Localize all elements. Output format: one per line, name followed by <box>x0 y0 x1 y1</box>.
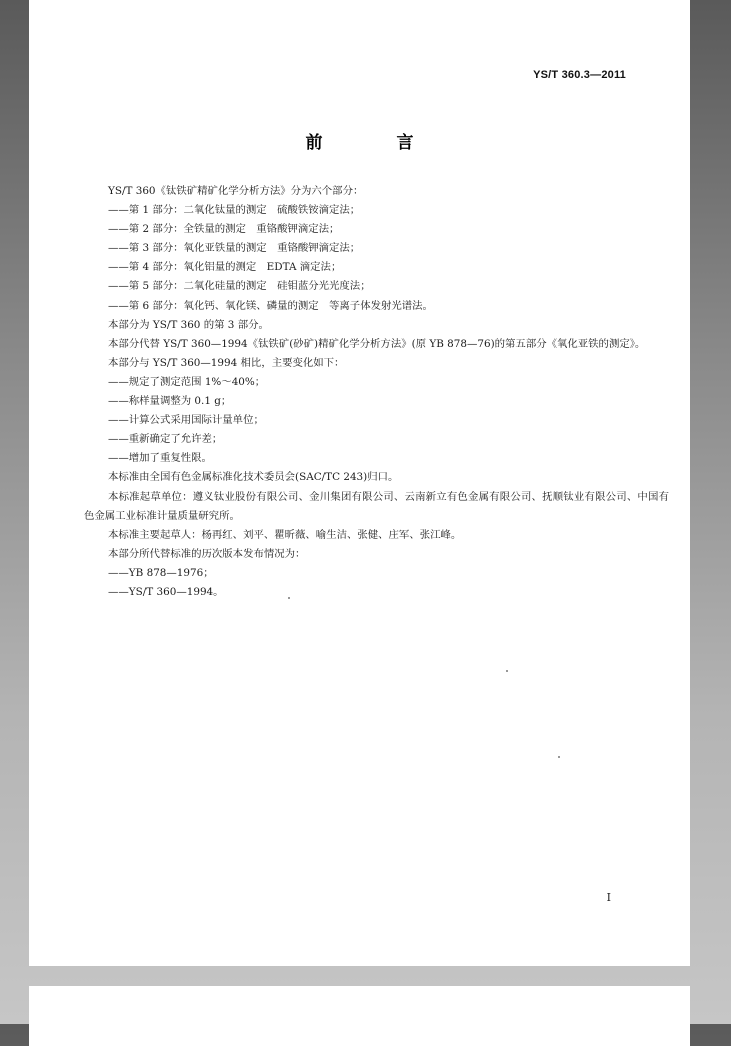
this-part-paragraph: 本部分为 YS/T 360 的第 3 部分。 <box>108 318 269 331</box>
foreword-body <box>84 182 669 602</box>
part-item: ——第 6 部分：氧化钙、氧化镁、磷量的测定 等离子体发射光谱法。 <box>108 299 433 312</box>
drafting-units-paragraph: 本标准起草单位：遵义钛业股份有限公司、金川集团有限公司、云南新立有色金属有限公司、抚顺钛业有限公司、中国有色金属工业标准计量质量研究所。 <box>84 490 669 522</box>
intro-paragraph: YS/T 360《钛铁矿精矿化学分析方法》分为六个部分： <box>108 185 364 197</box>
proposer-paragraph: 本标准由全国有色金属标准化技术委员会(SAC/TC 243)归口。 <box>108 471 399 484</box>
changes-intro: 本部分与 YS/T 360—1994 相比，主要变化如下： <box>108 356 345 369</box>
part-item: ——第 4 部分：氧化铝量的测定 EDTA 滴定法； <box>108 261 342 274</box>
standard-code: YS/T 360.3—2011 <box>533 69 626 81</box>
part-item: ——第 1 部分：二氧化钛量的测定 硫酸铁铵滴定法； <box>108 204 361 217</box>
history-item: ——YS/T 360—1994。 <box>108 585 224 598</box>
replaces-paragraph: 本部分代替 YS/T 360—1994《钛铁矿(砂矿)精矿化学分析方法》(原 YB 878—76)的第五部分《氧化亚铁的测定》。 <box>108 337 646 350</box>
part-item: ——第 5 部分：二氧化硅量的测定 硅钼蓝分光光度法； <box>108 280 371 293</box>
change-item: ——计算公式采用国际计量单位； <box>108 414 264 427</box>
history-intro: 本部分所代替标准的历次版本发布情况为： <box>108 547 306 560</box>
part-item: ——第 3 部分：氧化亚铁量的测定 重铬酸钾滴定法； <box>108 242 361 255</box>
scan-speck <box>288 597 290 599</box>
change-item: ——重新确定了允许差； <box>108 433 223 446</box>
part-item: ——第 2 部分：全铁量的测定 重铬酸钾滴定法； <box>108 223 340 236</box>
history-item: ——YB 878—1976； <box>108 566 214 579</box>
drafters-paragraph: 本标准主要起草人：杨再红、刘平、瞿昕薇、喻生洁、张健、庄军、张江峰。 <box>108 528 462 541</box>
next-page-edge <box>29 986 690 1046</box>
scan-speck <box>558 756 560 758</box>
change-item: ——增加了重复性限。 <box>108 452 212 465</box>
change-item: ——称样量调整为 0.1 g； <box>108 395 232 408</box>
document-page <box>29 0 690 966</box>
scan-speck <box>506 670 508 672</box>
page-number: I <box>606 891 611 904</box>
page-title: 前 言 <box>305 133 448 153</box>
change-item: ——规定了测定范围 1%～40%； <box>108 375 266 388</box>
